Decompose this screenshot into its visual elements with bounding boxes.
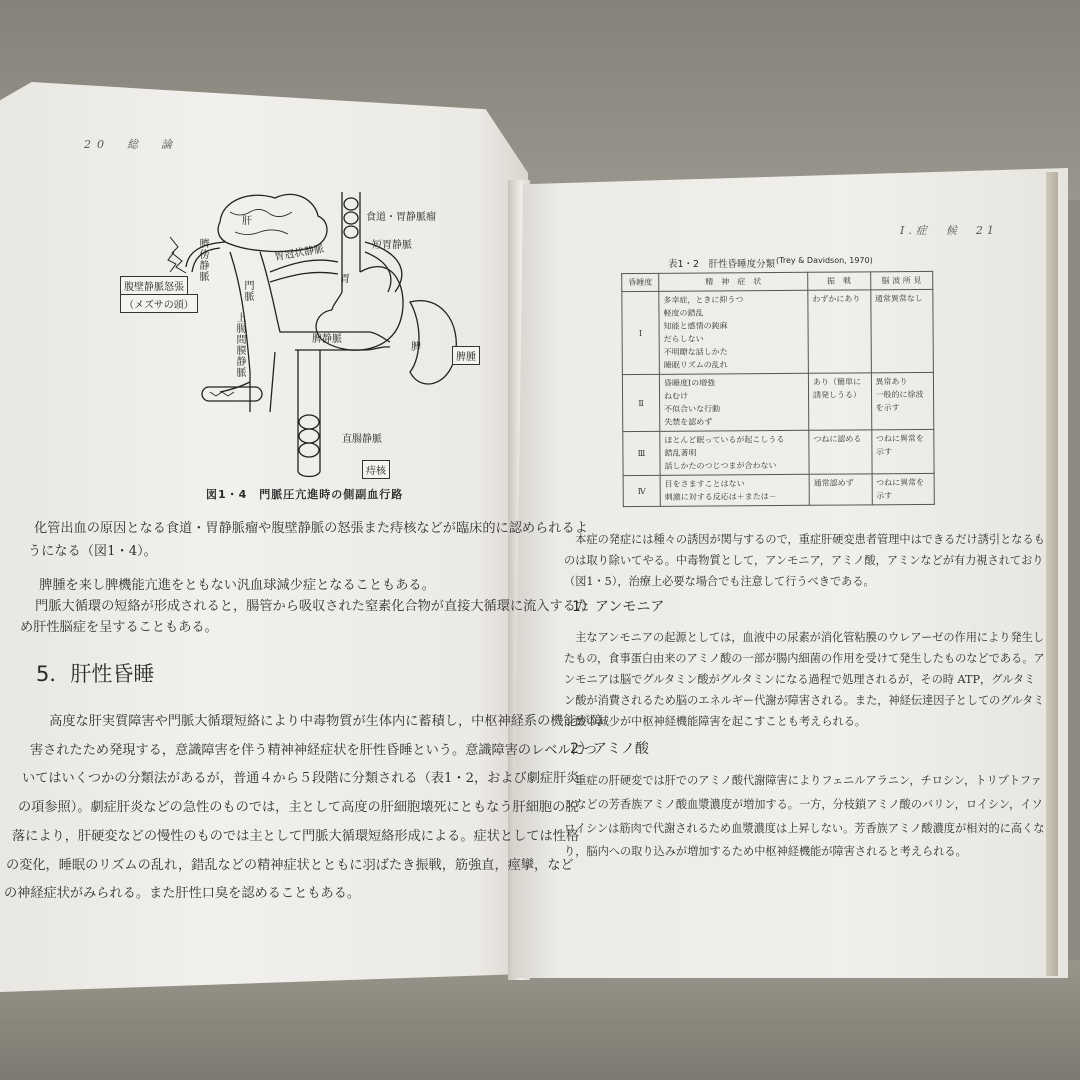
table-header-row bbox=[622, 271, 933, 291]
label-paraumbilical-vein: 臍傍静脈 bbox=[197, 238, 208, 282]
body-line: 脾腫を来し脾機能亢進をともない汎血球減少症となることもある。 bbox=[26, 578, 435, 593]
table-row bbox=[623, 429, 934, 475]
portal-collateral-diagram bbox=[110, 182, 480, 482]
section-line: 害されたため発現する，意識障害を伴う精神神経症状を肝性昏睡という。意識障害のレベルにつ bbox=[30, 743, 597, 758]
intro-line: のは取り除いてやる。中毒物質として，アンモニア，アミノ酸，アミンなどが有力視されており bbox=[564, 554, 1044, 567]
table-header: 振 戦 bbox=[808, 272, 871, 290]
coma-grade-table bbox=[621, 271, 935, 507]
table-header: 昏睡度 bbox=[622, 273, 659, 291]
section-line: いてはいくつかの分類法があるが，普通４から５段階に分類される（表1・2，および劇症肝炎 bbox=[22, 771, 580, 786]
table-row bbox=[623, 473, 934, 506]
amino-line: 重症の肝硬変では肝でのアミノ酸代謝障害によりフェニルアラニン，チロシン，トリプトファ bbox=[564, 774, 1042, 787]
label-short-gastric-vein: 短胃静脈 bbox=[372, 240, 412, 251]
label-hemorrhoids: 痔核 bbox=[362, 460, 390, 479]
table-cell-eeg: つねに異常を 示す bbox=[872, 473, 935, 504]
body-line: め肝性脳症を呈することもある。 bbox=[20, 620, 218, 635]
ammonia-line: ンモニアは脳でグルタミン酸がグルタミンになる過程で処理されるが，その時 ATP，グルタミ bbox=[564, 673, 1036, 686]
body-line: 化管出血の原因となる食道・胃静脈瘤や腹壁静脈の怒張また痔核などが臨床的に認められるよ bbox=[34, 521, 588, 536]
label-rectal-vein: 直腸静脈 bbox=[342, 434, 382, 445]
left-running-head: 20 総 論 bbox=[84, 138, 178, 151]
amino-line: り，脳内への取り込みが増加するため中枢神経機能が障害されると考えられる。 bbox=[564, 845, 967, 858]
ammonia-line: ン酸の減少が中枢神経機能障害を起こすことも考えられる。 bbox=[564, 715, 867, 728]
section-line: の項参照）。劇症肝炎などの急性のものでは，主として高度の肝細胞壊死にともなう肝細胞の脱 bbox=[18, 800, 579, 815]
table-cell-symptoms: 多幸症，ときに抑うつ 軽度の錯乱 知能と感情の鈍麻 だらしない 不明瞭な話しかた 睡眠リズムの乱れ bbox=[659, 290, 809, 374]
table-source: (Trey & Davidson, 1970) bbox=[776, 256, 873, 265]
label-medusa: （メズサの頭） bbox=[120, 294, 198, 313]
table-cell-eeg: 通常異常なし bbox=[870, 289, 933, 372]
table-cell-grade: Ⅰ bbox=[622, 291, 660, 374]
table-header: 脳 波 所 見 bbox=[870, 271, 933, 289]
intro-line: 本症の発症には種々の誘因が関与するので，重症肝硬変患者管理中はできるだけ誘引となるも bbox=[564, 533, 1045, 546]
table-cell-tremor: わずかにあり bbox=[808, 290, 871, 373]
table-cell-tremor: 通常認めず bbox=[809, 474, 872, 505]
label-portal-vein: 門脈 bbox=[242, 280, 253, 302]
body-line: うになる（図1・4）。 bbox=[28, 544, 157, 559]
heading-amino-acids: 2）アミノ酸 bbox=[570, 741, 649, 757]
amino-line: ンなどの芳香族アミノ酸血漿濃度が増加する。一方，分枝鎖アミノ酸のバリン，ロイシン，イソ bbox=[564, 798, 1043, 811]
table-cell-tremor: あり（簡単に 誘発しうる） bbox=[808, 373, 871, 430]
table-cell-symptoms: 昏睡度Ⅰの増強 ねむけ 不似合いな行動 失禁を認めず bbox=[659, 373, 808, 431]
label-smv: 上腸間膜静脈 bbox=[234, 312, 245, 378]
intro-line: （図1・5），治療上必要な場合でも注意して行うべきである。 bbox=[564, 575, 875, 588]
table-cell-symptoms: 目をさますことはない 刺激に対する反応は＋または－ bbox=[660, 474, 809, 506]
label-abdominal-wall-veins: 腹壁静脈怒張 bbox=[120, 276, 188, 295]
amino-line: ロイシンは筋肉で代謝されるため血漿濃度は上昇しない。芳香族アミノ酸濃度が相対的に高くな bbox=[564, 822, 1045, 835]
heading-ammonia: 1）アンモニア bbox=[572, 599, 665, 615]
table-row bbox=[622, 289, 934, 374]
section-heading: 5．肝性昏睡 bbox=[36, 662, 155, 686]
table-cell-grade: Ⅱ bbox=[622, 374, 659, 431]
label-spleen: 脾 bbox=[411, 342, 421, 353]
table-cell-eeg: 異常あり 一般的に徐波 を示す bbox=[871, 372, 934, 429]
table-cell-grade: Ⅲ bbox=[623, 431, 660, 475]
table-cell-grade: Ⅳ bbox=[623, 475, 660, 506]
label-splenomegaly: 脾腫 bbox=[452, 346, 480, 365]
section-line: 落により，肝硬変などの慢性のものでは主として門脈大循環短絡形成による。症状としては性格 bbox=[12, 829, 580, 844]
section-line: の神経症状がみられる。また肝性口臭を認めることもある。 bbox=[4, 886, 361, 901]
label-splenic-vein: 脾静脈 bbox=[312, 334, 342, 345]
section-line: の変化，睡眠のリズムの乱れ，錯乱などの精神症状とともに羽ばたき振戦，筋強直，痙攣，など bbox=[6, 858, 574, 873]
right-running-head: Ⅰ.症 候 21 bbox=[900, 224, 998, 237]
figure-caption: 図1・4 門脈圧亢進時の側副血行路 bbox=[206, 488, 404, 501]
page-edge bbox=[1046, 172, 1058, 976]
ammonia-line: ン酸が消費されるため脳のエネルギー代謝が障害される。また，神経伝達因子としてのグルタミ bbox=[564, 694, 1045, 707]
body-line: 門脈大循環の短絡が形成されると，腸管から吸収された窒素化合物が直接大循環に流入するた bbox=[22, 599, 590, 614]
table-title: 表1・2 肝性昏睡度分類 bbox=[668, 259, 776, 270]
table-header: 精 神 症 状 bbox=[659, 272, 808, 291]
label-stomach: 胃 bbox=[340, 274, 350, 285]
label-esophageal-varices: 食道・胃静脈瘤 bbox=[366, 212, 436, 223]
ammonia-line: 主なアンモニアの起源としては，血液中の尿素が消化管粘膜のウレアーゼの作用により発生し bbox=[564, 631, 1045, 644]
label-liver: 肝 bbox=[242, 216, 252, 227]
section-line: 高度な肝実質障害や門脈大循環短絡により中毒物質が生体内に蓄積し，中枢神経系の機能が障 bbox=[36, 714, 604, 729]
table-cell-symptoms: ほとんど眠っているが起こしうる 錯乱著明 話しかたのつじつまが合わない bbox=[660, 430, 809, 475]
table-row bbox=[622, 372, 933, 431]
label-coronary-vein: 胃冠状静脈 bbox=[273, 243, 325, 264]
table-cell-tremor: つねに認める bbox=[809, 430, 872, 474]
ammonia-line: たもの，食事蛋白由来のアミノ酸の一部が腸内細菌の作用を受けて発生したものなどである。ア bbox=[564, 652, 1045, 665]
table-cell-eeg: つねに異常を 示す bbox=[871, 429, 934, 473]
